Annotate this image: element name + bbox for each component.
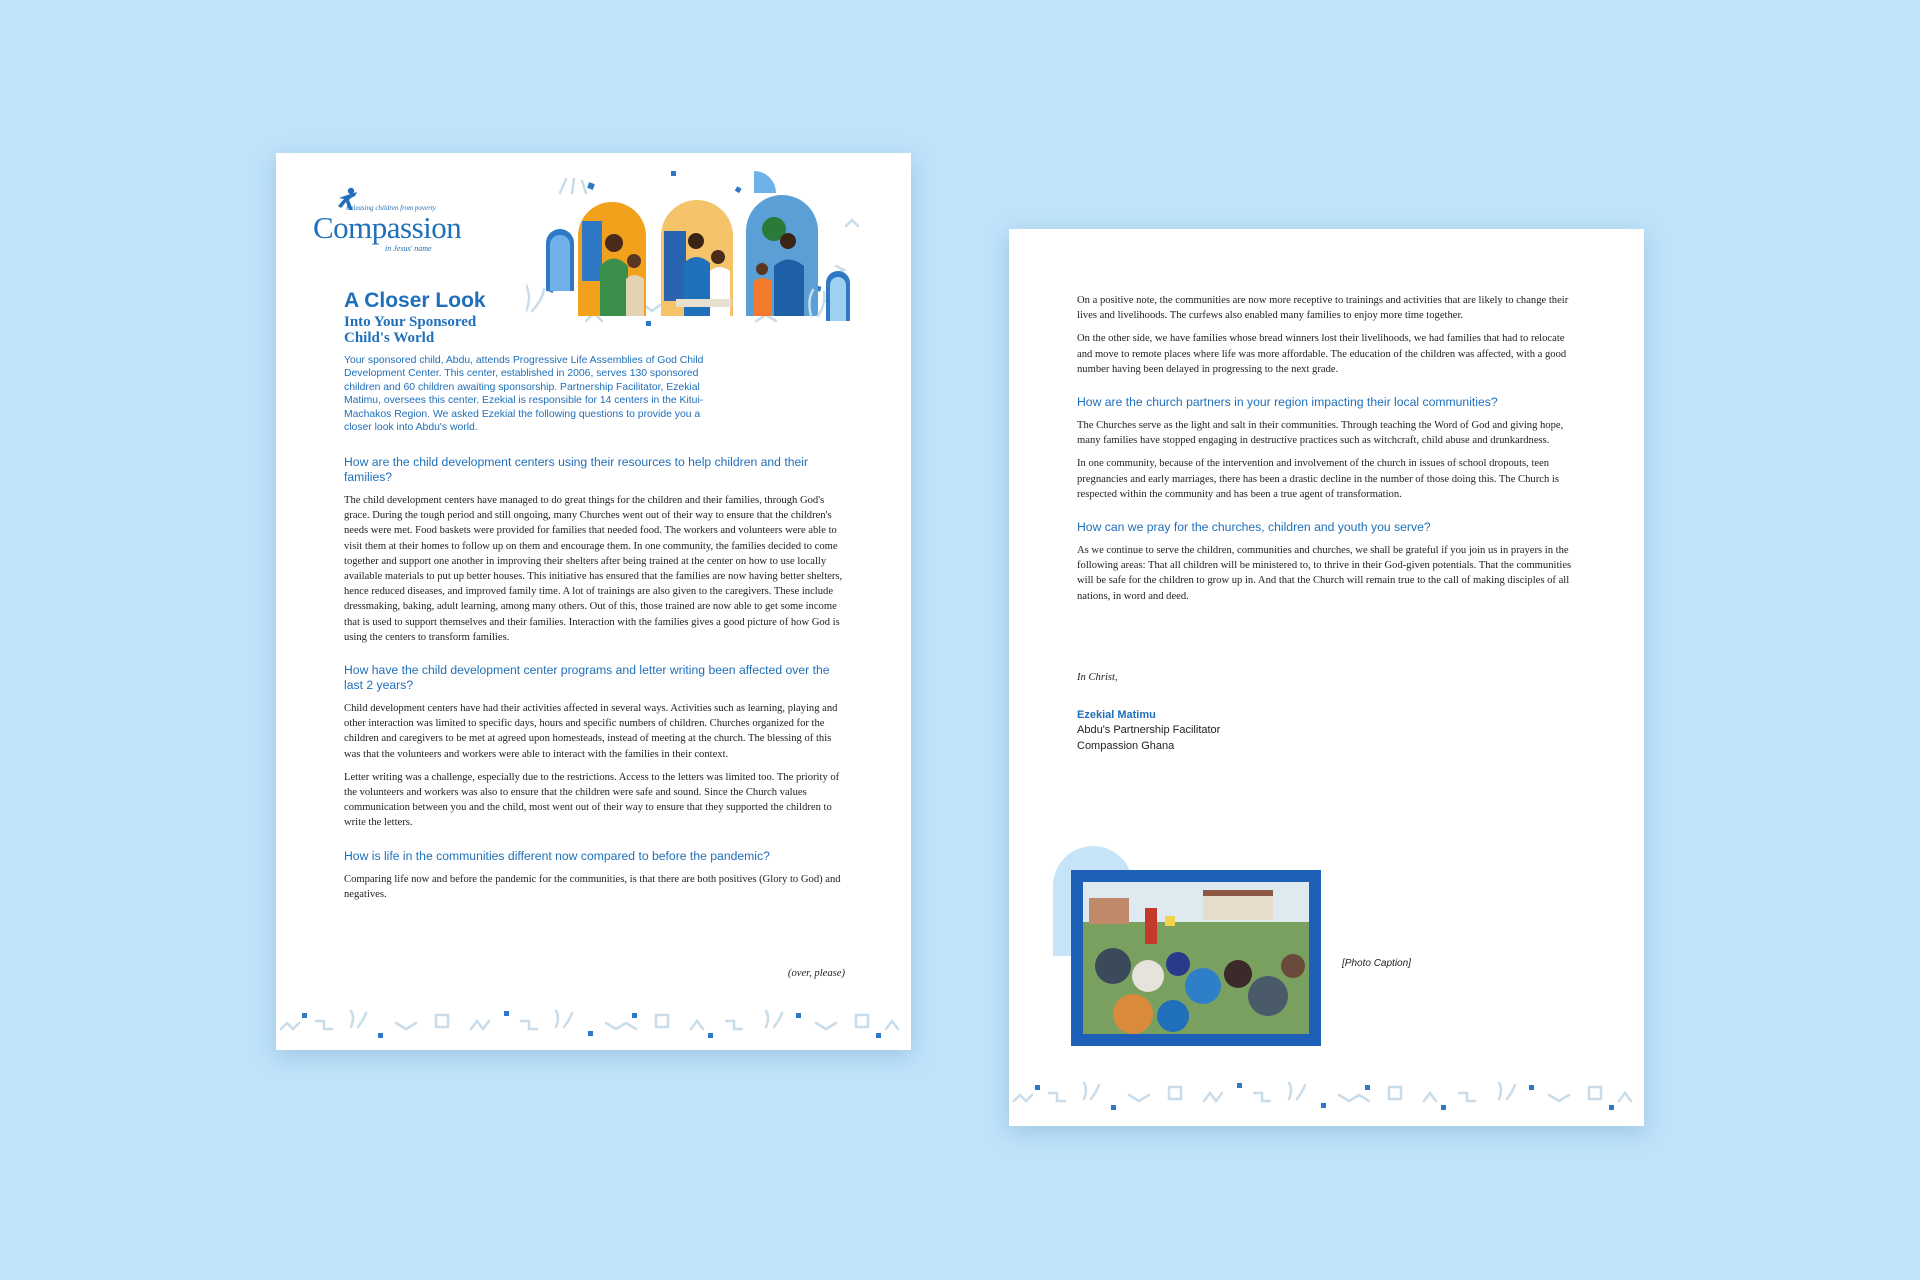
answer-paragraph: The child development centers have managed to do great things for the children and their families, through God's grace. During the tough period and still ongoing, many Churches went out of their way to ensure that the children's needs were met. Food baskets were provided for families that needed food. The workers and volunteers were able to visit them at their homes to follow up on them and encourage them. In one community, the families decided to come together and support one another in improving their shelters after being trained at the center on how to use locally available materials to put up better houses. This initiative has ensured that the families are now having better shelters, hence reduced diseases, and improved family time. A lot of trainings are also given to the caregivers. These include dressmaking, baking, adult learning, among many others. Out of this, those trained are now able to get some income that is used to support themselves and their families. Interaction with the families gives a good picture of how God is using the centers to transform families. — [344, 495, 843, 643]
answer-paragraph: On the other side, we have families whose bread winners lost their livelihoods, we had families that had to relocate and move to remote places where life was more affordable. The education of the children was affected, with a good number having been delayed in progressing to the next grade. — [1077, 333, 1567, 375]
question-heading: How can we pray for the churches, children and youth you serve? — [1077, 520, 1431, 535]
decorative-footer-strip — [276, 1005, 911, 1049]
page1-body — [344, 455, 849, 910]
photo-caption: [Photo Caption] — [1342, 958, 1411, 969]
answer-paragraph: In one community, because of the intervention and involvement of the church in issues of school dropouts, teen pregnancies and early marriages, there has been a drastic decline in the number of those doing this. The Church is respected within the community and has been a true agent of transformation. — [1077, 458, 1559, 500]
answer-paragraph: As we continue to serve the children, communities and churches, we shall be grateful if you join us in prayers in the following areas: That all children will be ministered to, to thrive in their God-given potentials. That the communities will be safe for the children to grow up in. And that the Church will remain true to the call of making disciples of all nations, in word and deed. — [1077, 545, 1572, 602]
intro-paragraph: Your sponsored child, Abdu, attends Progressive Life Assemblies of God Child Development Center. This center, established in 2006, serves 130 sponsored children and 60 children awaiting sponsorship. Partnership Facilitator, Ezekial Matimu, oversees this center. Ezekial is responsible for 14 centers in the Kitui-Machakos Region. We asked Ezekial the following questions to provide you a closer look into Abdu's world. — [344, 355, 704, 434]
answer-paragraph: Letter writing was a challenge, especially due to the restrictions. Access to the letters was limited too. The priority of the volunteers and workers was also to ensure that the children were safe and sound. Since the Church values communication between you and the child, most went out of their way to ensure that they supported the children to write the letters. — [344, 771, 840, 829]
answer-paragraph: Comparing life now and before the pandemic for the communities, is that there are both positives (Glory to God) and negatives. — [344, 873, 841, 900]
page2-body — [1077, 293, 1582, 612]
closing-line: In Christ, — [1077, 672, 1118, 683]
page-title: A Closer Look — [344, 289, 486, 312]
community-photo — [1053, 846, 1323, 1046]
signer-organization: Compassion Ghana — [1077, 740, 1175, 752]
logo-subline: in Jesus' name — [385, 244, 432, 253]
question-heading: How are the child development centers using their resources to help children and their families? — [344, 455, 809, 484]
over-please-note: (over, please) — [787, 968, 845, 979]
page-subtitle-line1: Into Your Sponsored — [344, 314, 477, 330]
title-block — [344, 290, 564, 346]
question-heading: How is life in the communities different now compared to before the pandemic? — [344, 848, 770, 863]
question-heading: How are the church partners in your region impacting their local communities? — [1077, 395, 1498, 410]
answer-paragraph: The Churches serve as the light and salt in their communities. Through teaching the Word of God and giving hope, many families have stopped engaging in destructive practices such as witchcraft, child abuse and drunkardness. — [1077, 420, 1564, 447]
question-heading: How have the child development center programs and letter writing been affected over the last 2 years? — [344, 663, 830, 693]
decorative-footer-strip — [1009, 1077, 1644, 1121]
signer-title: Abdu's Partnership Facilitator — [1077, 724, 1221, 736]
header-illustration — [526, 171, 896, 341]
logo-tagline: Releasing children from poverty — [346, 204, 436, 212]
letter-page-front — [276, 153, 911, 1050]
signature-block — [1077, 672, 1377, 755]
compassion-logo — [313, 186, 473, 256]
page-subtitle-line2: Child's World — [344, 330, 435, 346]
answer-paragraph: On a positive note, the communities are now more receptive to trainings and activities that are likely to change their lives and livelihoods. The curfews also enabled many families to enjoy more time together. — [1077, 295, 1569, 322]
answer-paragraph: Child development centers have had their activities affected in several ways. Activities such as learning, playing and other interaction was limited to specific days, hours and specific numbers of children. Churches organized for the children and caregivers to be met at agreed upon homesteads, instead of meeting at the church. The blessing of this was that the volunteers and workers were able to interact with the families in their context. — [344, 703, 838, 760]
logo-wordmark: Compassion — [313, 210, 462, 245]
letter-page-back — [1009, 229, 1644, 1126]
signer-name: Ezekial Matimu — [1077, 709, 1156, 721]
